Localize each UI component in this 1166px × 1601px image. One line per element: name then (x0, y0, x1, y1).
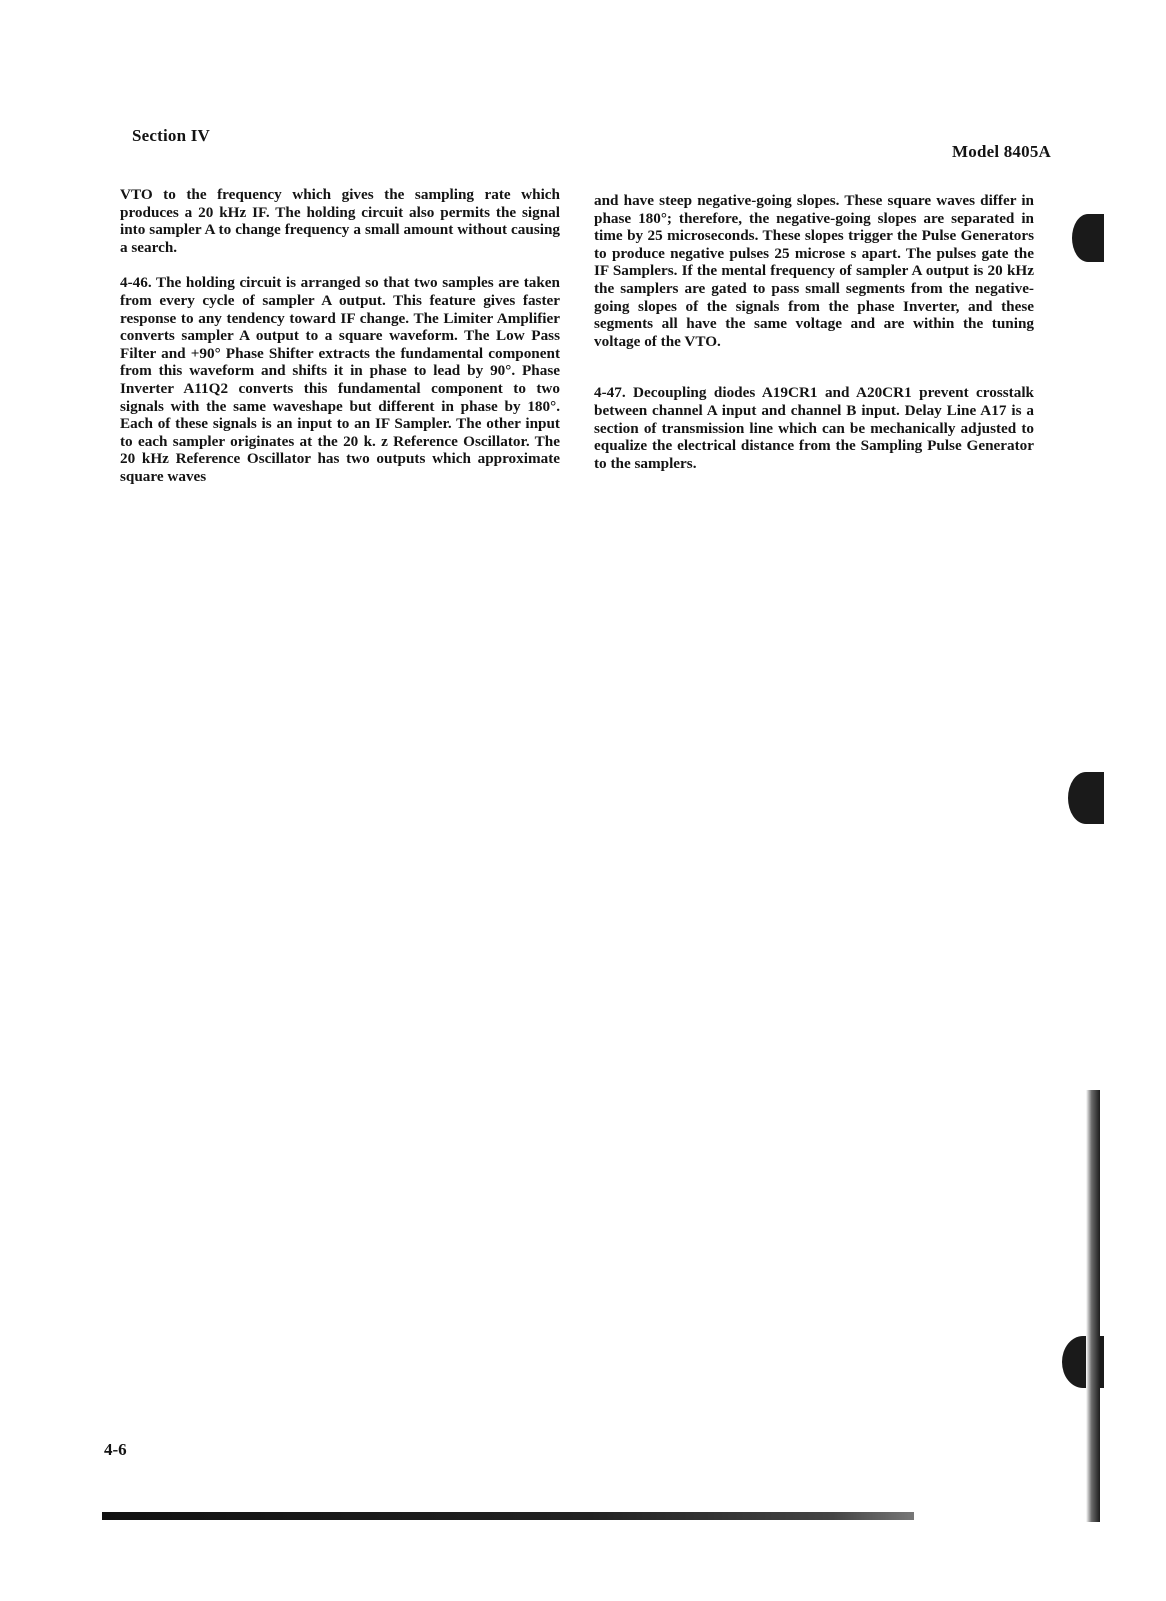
page-number: 4-6 (104, 1440, 127, 1459)
paragraph-4-46: 4-46. The holding circuit is arranged so that two samples are taken from every cycle of sampler A output. This feature gives faster response to any tendency toward IF change. The Limiter Amplifier converts sampler A output to a square waveform. The Low Pass Filter and +90° Phase Shifter extracts the fundamental component from this waveform and shifts it in phase to lead by 90°. Phase Inverter A11Q2 converts this fundamental component to two signals with the same waveshape but different in phase by 180°. Each of these signals is an input to an IF Sampler. The other input to each sampler originates at the 20 k. z Reference Oscillator. The 20 kHz Reference Oscillator has two outputs which approximate square waves (120, 274, 560, 485)
binder-hole-top (1072, 214, 1104, 262)
section-header: Section IV (132, 126, 211, 145)
paragraph-4-47: 4-47. Decoupling diodes A19CR1 and A20CR1 prevent crosstalk between channel A input and channel B input. Delay Line A17 is a section of transmission line which can be mechanically adjusted to equalize the electrical distance from the Sampling Pulse Generator to the samplers. (594, 384, 1034, 472)
scan-bottom-bar (102, 1512, 914, 1520)
model-header: Model 8405A (952, 142, 1051, 161)
left-column (120, 186, 560, 504)
paragraph-square-waves: and have steep negative-going slopes. These square waves differ in phase 180°; therefore, the negative-going slopes are separated in time by 25 microseconds. These slopes trigger the Pulse Generators to produce negative pulses 25 microse s apart. The pulses gate the IF Samplers. If the mental frequency of sampler A output is 20 kHz the samplers are gated to pass small segments from the negative-going slopes of the signals from the phase Inverter, and these segments all have the same voltage and are within the tuning voltage of the VTO. (594, 192, 1034, 350)
right-column (594, 192, 1034, 490)
paragraph-vto-continued: VTO to the frequency which gives the sampling rate which produces a 20 kHz IF. The holding circuit also permits the signal into sampler A to change frequency a small amount without causing a search. (120, 186, 560, 256)
scan-edge-shadow (1086, 1090, 1100, 1522)
binder-hole-middle (1068, 772, 1104, 824)
